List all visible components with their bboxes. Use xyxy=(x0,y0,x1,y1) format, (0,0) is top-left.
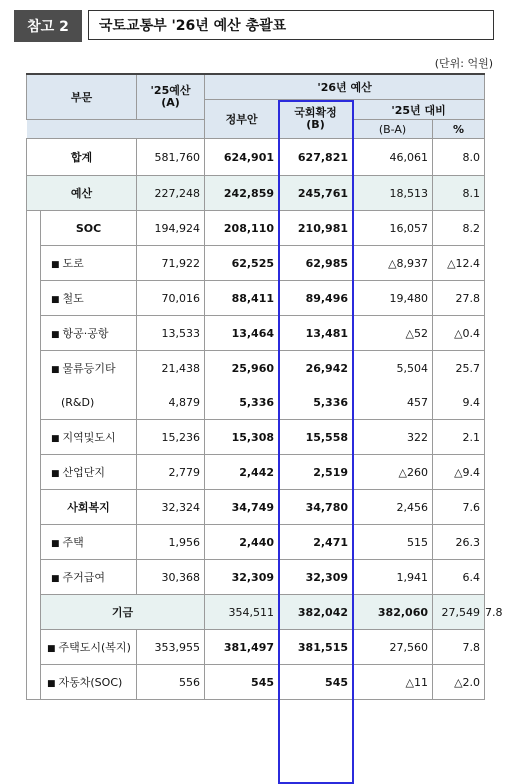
header-assembly: 국회확정 (B) xyxy=(279,100,353,139)
cell-prev: 556 xyxy=(137,665,205,700)
cell-pct: 27.8 xyxy=(433,281,485,316)
bullet-icon: ■ xyxy=(51,469,60,479)
bullet-icon: ■ xyxy=(51,295,60,305)
cell-prev: 13,533 xyxy=(137,316,205,351)
table-row-fund: 기금 354,511 382,042 382,060 27,549 7.8 xyxy=(27,595,485,630)
cell-prev: 354,511 xyxy=(205,595,279,630)
bullet-icon: ■ xyxy=(51,365,60,375)
row-label: ■ 주택 xyxy=(41,525,137,560)
table-row-housing-fund xyxy=(27,630,485,665)
cell-diff: 2,456 xyxy=(353,490,433,525)
cell-govt: 208,110 xyxy=(205,211,279,246)
cell-diff: △260 xyxy=(353,455,433,490)
cell-diff: 1,941 xyxy=(353,560,433,595)
cell-prev: 194,924 xyxy=(137,211,205,246)
cell-pct: △12.4 xyxy=(433,246,485,281)
cell-pct: 6.4 xyxy=(433,560,485,595)
unit-label: (단위: 억원) xyxy=(434,57,493,70)
indent-column xyxy=(27,630,41,700)
cell-prev: 1,956 xyxy=(137,525,205,560)
bullet-icon: ■ xyxy=(51,539,60,549)
row-label: ■ 철도 xyxy=(41,281,137,316)
cell-assembly: 13,481 xyxy=(279,316,353,351)
cell-diff: 457 xyxy=(353,385,433,420)
cell-pct: △9.4 xyxy=(433,455,485,490)
cell-assembly: 5,336 xyxy=(279,385,353,420)
table-row-road xyxy=(27,246,485,281)
cell-diff: △52 xyxy=(353,316,433,351)
cell-prev: 30,368 xyxy=(137,560,205,595)
row-label: ■ 지역및도시 xyxy=(41,420,137,455)
page-title: 국토교통부 '26년 예산 총괄표 xyxy=(88,10,494,40)
table-row-welfare xyxy=(27,490,485,525)
cell-diff: 16,057 xyxy=(353,211,433,246)
cell-diff: △8,937 xyxy=(353,246,433,281)
cell-assembly: 381,515 xyxy=(279,630,353,665)
cell-pct: 8.0 xyxy=(433,139,485,176)
header-category: 부문 xyxy=(27,74,137,120)
cell-govt: 15,308 xyxy=(205,420,279,455)
cell-pct: 7.8 xyxy=(433,630,485,665)
cell-diff: 5,504 xyxy=(353,351,433,386)
cell-prev: 21,438 xyxy=(137,351,205,386)
cell-pct: 7.6 xyxy=(433,490,485,525)
table-row-rnd xyxy=(27,385,485,420)
cell-assembly: 545 xyxy=(279,665,353,700)
cell-prev: 4,879 xyxy=(137,385,205,420)
row-label: 합계 xyxy=(27,139,137,176)
cell-govt: 5,336 xyxy=(205,385,279,420)
cell-assembly: 210,981 xyxy=(279,211,353,246)
cell-govt: 34,749 xyxy=(205,490,279,525)
table-row-industrial xyxy=(27,455,485,490)
bullet-icon: ■ xyxy=(51,260,60,270)
row-label: ■ 항공·공항 xyxy=(41,316,137,351)
cell-pct: 26.3 xyxy=(433,525,485,560)
budget-table-wrapper xyxy=(26,73,503,700)
row-label: ■ 산업단지 xyxy=(41,455,137,490)
header-prev-budget: '25예산 (A) xyxy=(137,74,205,120)
cell-prev: 70,016 xyxy=(137,281,205,316)
table-row-regional xyxy=(27,420,485,455)
cell-assembly: 2,519 xyxy=(279,455,353,490)
cell-pct: 8.2 xyxy=(433,211,485,246)
cell-govt: 88,411 xyxy=(205,281,279,316)
row-label: ■ 주택도시(복지) xyxy=(41,630,137,665)
table-row-aviation xyxy=(27,316,485,351)
cell-assembly: 627,821 xyxy=(279,139,353,176)
cell-pct: 25.7 xyxy=(433,351,485,386)
cell-assembly: 34,780 xyxy=(279,490,353,525)
header-diff: (B-A) xyxy=(353,120,433,139)
row-label: ■ 도로 xyxy=(41,246,137,281)
cell-prev: 71,922 xyxy=(137,246,205,281)
row-label: ■ 자동차(SOC) xyxy=(41,665,137,700)
table-row-logistics xyxy=(27,351,485,386)
cell-govt: 13,464 xyxy=(205,316,279,351)
table-row-vehicle-fund xyxy=(27,665,485,700)
header-compare: '25년 대비 xyxy=(353,100,485,120)
cell-pct: △0.4 xyxy=(433,316,485,351)
row-label: SOC xyxy=(41,211,137,246)
cell-govt: 2,442 xyxy=(205,455,279,490)
table-row-soc xyxy=(27,211,485,246)
bullet-icon: ■ xyxy=(51,574,60,584)
header-26-budget: '26년 예산 xyxy=(205,74,485,100)
cell-assembly: 2,471 xyxy=(279,525,353,560)
table-body xyxy=(27,139,503,700)
bullet-icon: ■ xyxy=(47,644,56,654)
row-label: ■ 주거급여 xyxy=(41,560,137,595)
cell-prev: 581,760 xyxy=(137,139,205,176)
cell-assembly: 89,496 xyxy=(279,281,353,316)
cell-assembly: 26,942 xyxy=(279,351,353,386)
cell-govt: 382,042 xyxy=(279,595,353,630)
budget-table xyxy=(26,73,503,700)
cell-govt: 32,309 xyxy=(205,560,279,595)
table-row-housing-benefit xyxy=(27,560,485,595)
cell-diff: 19,480 xyxy=(353,281,433,316)
cell-pct: 9.4 xyxy=(433,385,485,420)
bullet-icon: ■ xyxy=(51,434,60,444)
title-bar xyxy=(14,10,496,42)
cell-govt: 381,497 xyxy=(205,630,279,665)
cell-govt: 25,960 xyxy=(205,351,279,386)
cell-pct: 2.1 xyxy=(433,420,485,455)
cell-govt: 545 xyxy=(205,665,279,700)
cell-prev: 227,248 xyxy=(137,176,205,211)
cell-pct: △2.0 xyxy=(433,665,485,700)
cell-govt: 242,859 xyxy=(205,176,279,211)
bullet-icon: ■ xyxy=(47,679,56,689)
header-spacer xyxy=(27,120,205,139)
cell-diff: 322 xyxy=(353,420,433,455)
row-label: (R&D) xyxy=(41,385,137,420)
cell-assembly: 245,761 xyxy=(279,176,353,211)
cell-assembly: 382,060 xyxy=(353,595,433,630)
cell-diff: 27,560 xyxy=(353,630,433,665)
cell-diff: 18,513 xyxy=(353,176,433,211)
bullet-icon: ■ xyxy=(51,330,60,340)
header-govt: 정부안 xyxy=(205,100,279,139)
cell-assembly: 15,558 xyxy=(279,420,353,455)
cell-pct: 8.1 xyxy=(433,176,485,211)
cell-prev: 32,324 xyxy=(137,490,205,525)
table-row-rail xyxy=(27,281,485,316)
cell-assembly: 32,309 xyxy=(279,560,353,595)
cell-prev: 353,955 xyxy=(137,630,205,665)
indent-column xyxy=(27,211,41,630)
header-pct: % xyxy=(433,120,485,139)
cell-govt: 62,525 xyxy=(205,246,279,281)
table-row-total xyxy=(27,139,485,176)
row-label: 기금 xyxy=(41,595,205,630)
table-row-housing xyxy=(27,525,485,560)
row-label: 사회복지 xyxy=(41,490,137,525)
cell-diff: 27,549 xyxy=(433,595,485,630)
reference-badge: 참고 2 xyxy=(14,10,82,42)
row-label: 예산 xyxy=(27,176,137,211)
cell-diff: 515 xyxy=(353,525,433,560)
cell-assembly: 62,985 xyxy=(279,246,353,281)
table-row-budget xyxy=(27,176,485,211)
cell-govt: 624,901 xyxy=(205,139,279,176)
cell-prev: 15,236 xyxy=(137,420,205,455)
row-label: ■ 물류등기타 xyxy=(41,351,137,386)
cell-govt: 2,440 xyxy=(205,525,279,560)
cell-prev: 2,779 xyxy=(137,455,205,490)
cell-diff: △11 xyxy=(353,665,433,700)
cell-diff: 46,061 xyxy=(353,139,433,176)
